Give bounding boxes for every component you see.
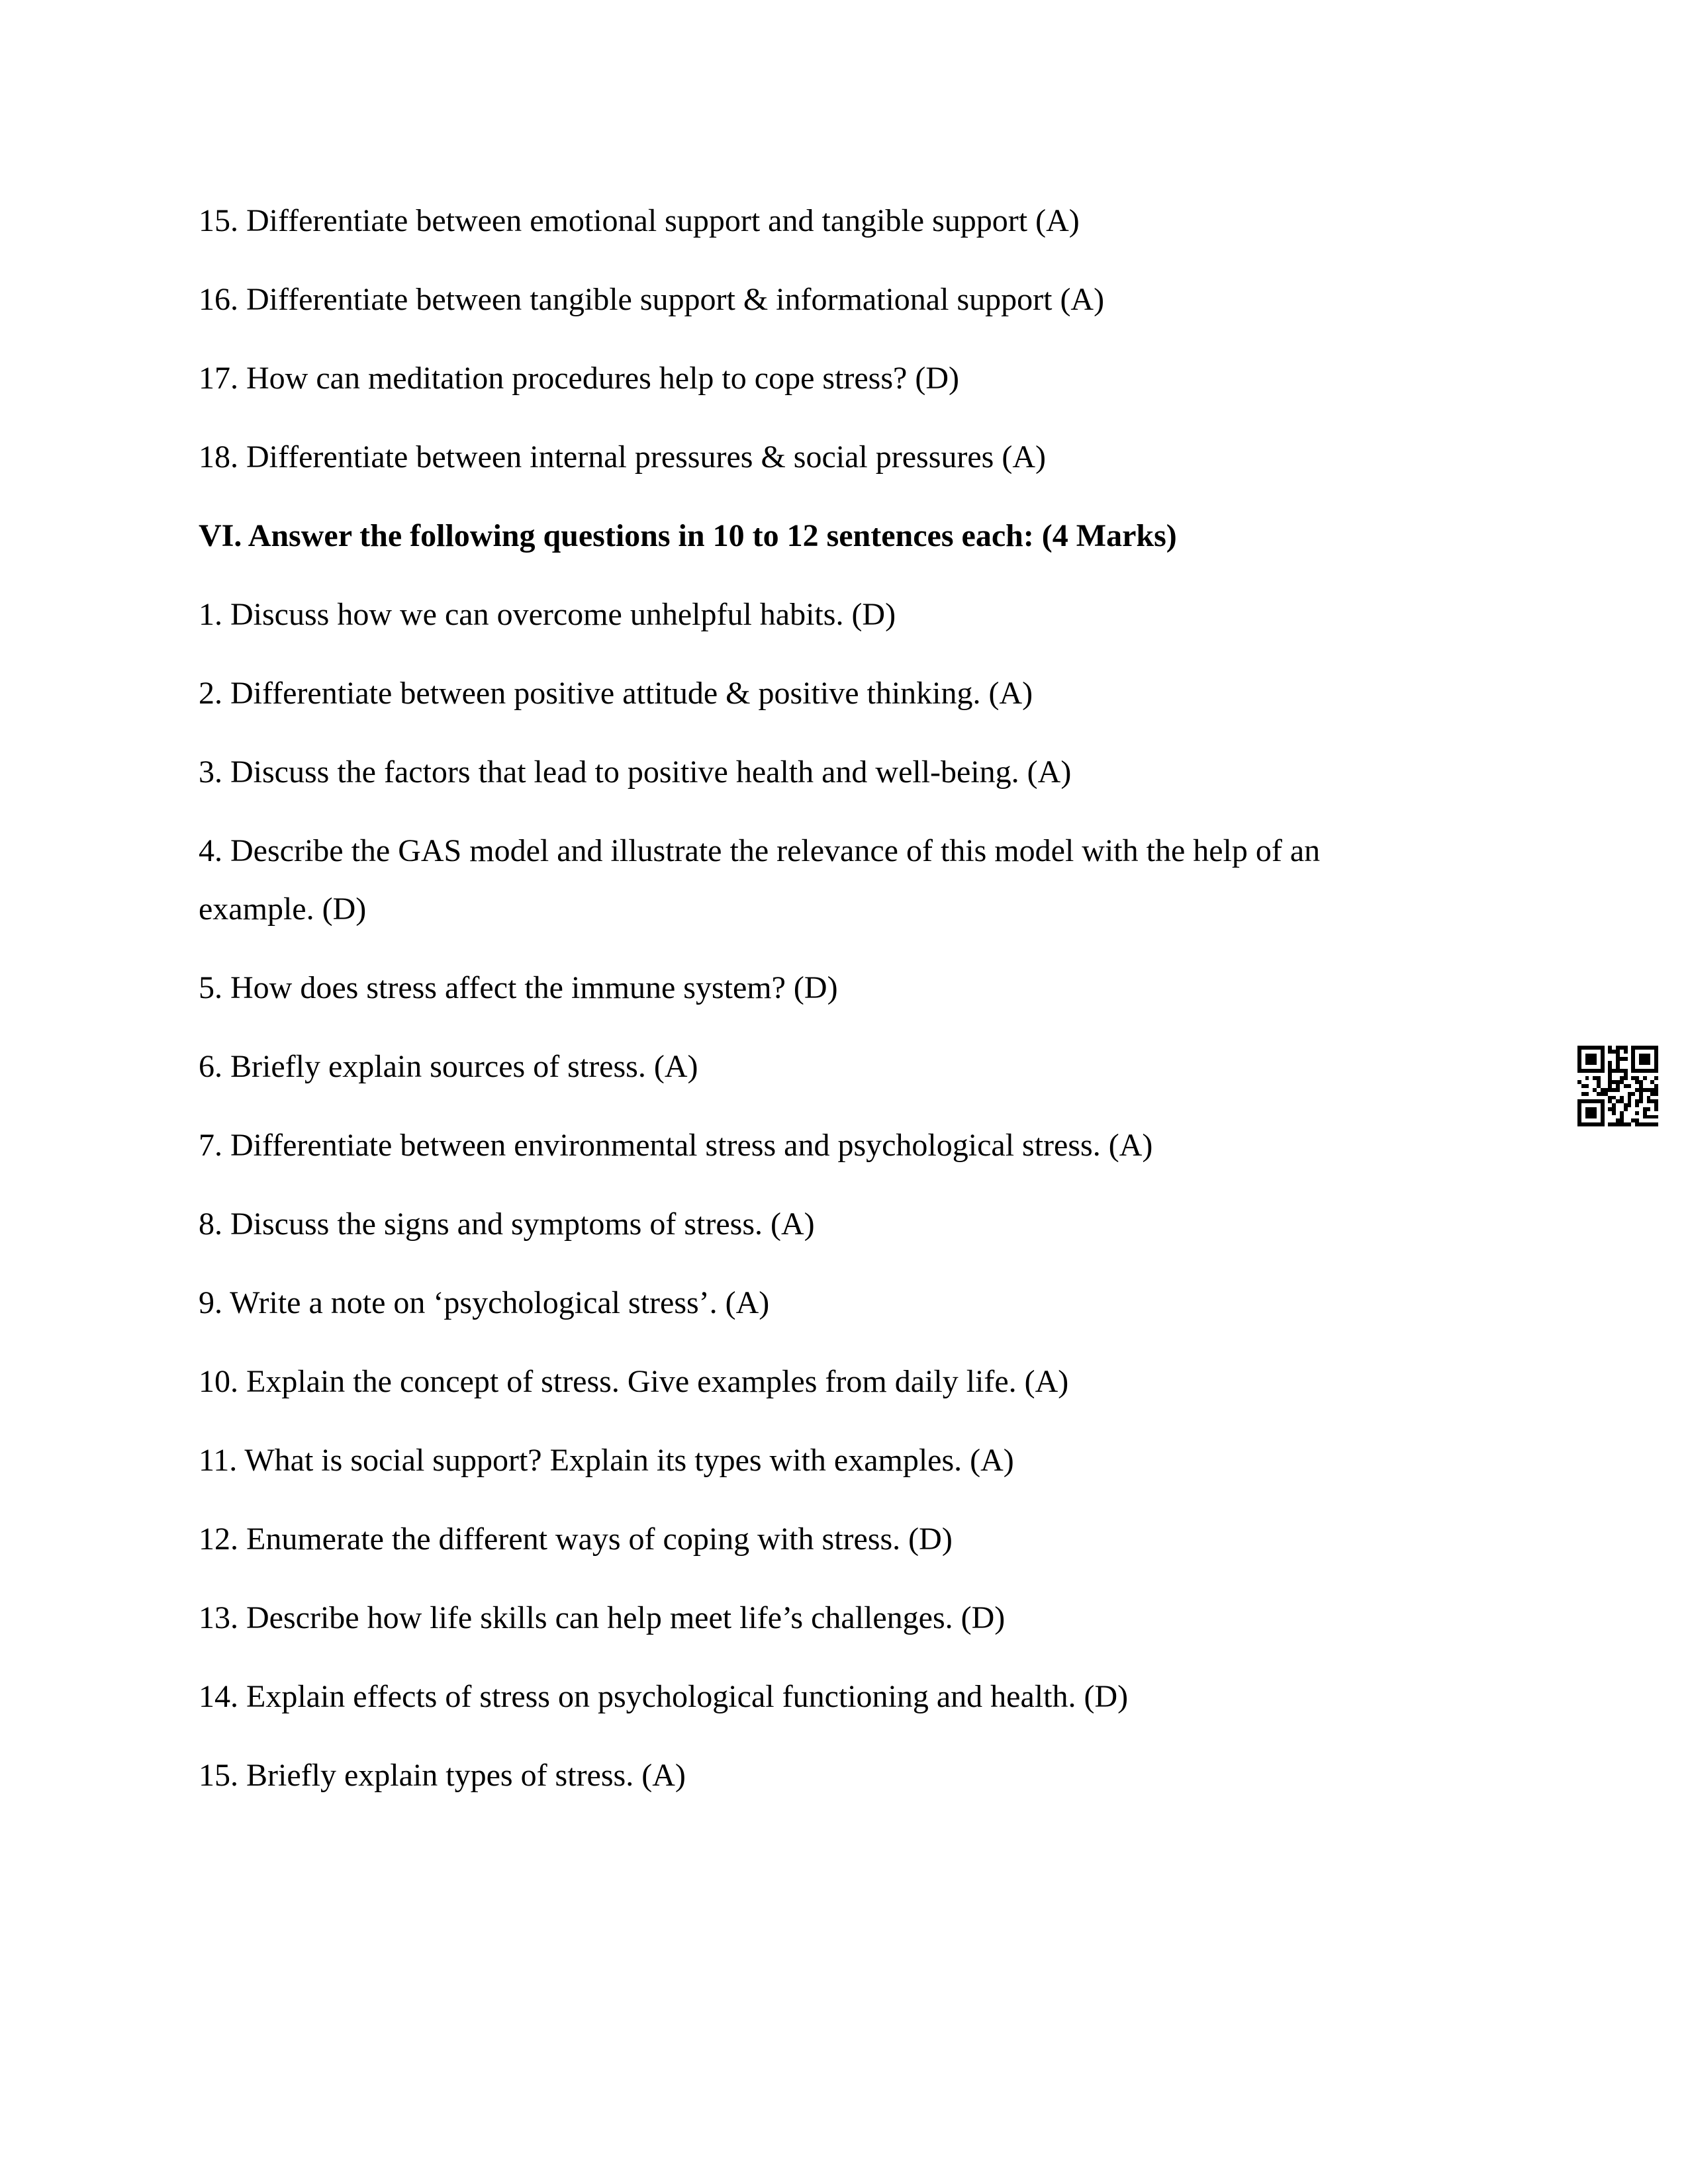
question-item: 15. Briefly explain types of stress. (A) — [199, 1758, 686, 1793]
question-item: 2. Differentiate between positive attitude & positive thinking. (A) — [199, 676, 1033, 711]
question-item: 7. Differentiate between environmental stress and psychological stress. (A) — [199, 1128, 1153, 1163]
question-item: 12. Enumerate the different ways of coping with stress. (D) — [199, 1522, 953, 1557]
question-item: 9. Write a note on ‘psychological stress’. (A) — [199, 1285, 770, 1320]
question-item: 13. Describe how life skills can help meet life’s challenges. (D) — [199, 1600, 1006, 1635]
section-heading: VI. Answer the following questions in 10 to 12 sentences each: (4 Marks) — [199, 518, 1177, 553]
question-item: 17. How can meditation procedures help to cope stress? (D) — [199, 361, 959, 396]
question-item: 1. Discuss how we can overcome unhelpful habits. (D) — [199, 597, 896, 632]
question-item: 8. Discuss the signs and symptoms of stress. (A) — [199, 1206, 815, 1242]
qr-code-icon — [1577, 1046, 1658, 1126]
question-item: 10. Explain the concept of stress. Give examples from daily life. (A) — [199, 1364, 1069, 1399]
question-item: 15. Differentiate between emotional support and tangible support (A) — [199, 203, 1080, 238]
question-item: 11. What is social support? Explain its types with examples. (A) — [199, 1443, 1014, 1478]
question-item: 14. Explain effects of stress on psychological functioning and health. (D) — [199, 1679, 1129, 1714]
question-item: 3. Discuss the factors that lead to positive health and well-being. (A) — [199, 754, 1072, 790]
question-item: 16. Differentiate between tangible support & informational support (A) — [199, 282, 1105, 317]
question-item: 4. Describe the GAS model and illustrate the relevance of this model with the help of an example. (D) — [199, 833, 1321, 927]
question-item: 5. How does stress affect the immune system? (D) — [199, 970, 838, 1005]
question-list — [199, 192, 1456, 1825]
question-item: 6. Briefly explain sources of stress. (A) — [199, 1049, 698, 1084]
question-item: 18. Differentiate between internal pressures & social pressures (A) — [199, 439, 1046, 475]
